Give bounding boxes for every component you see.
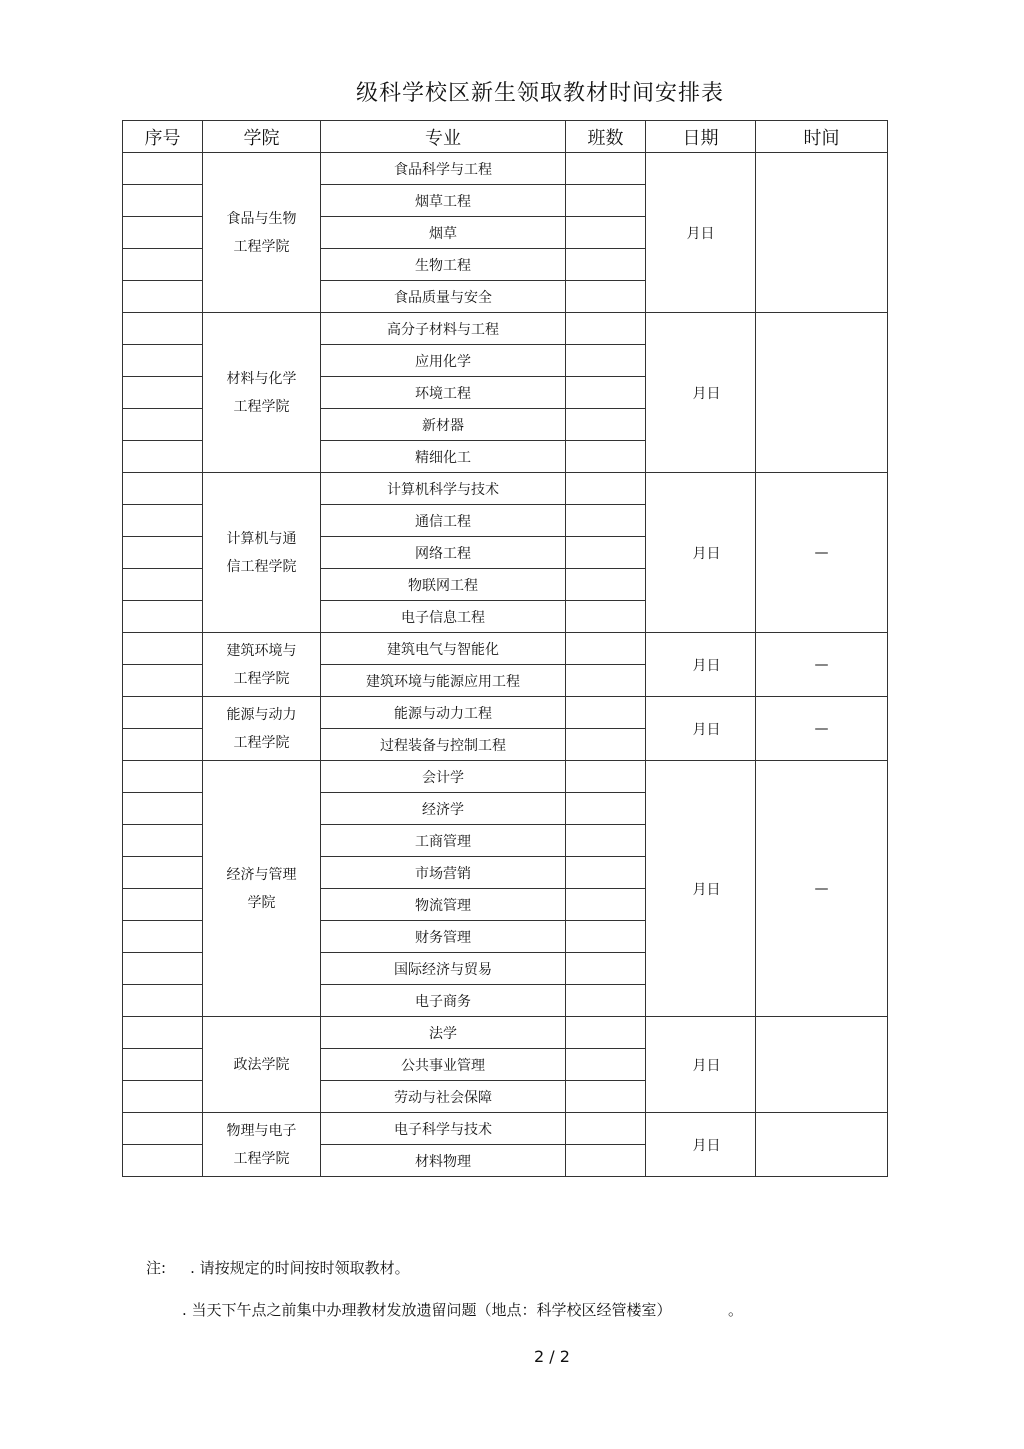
major-cell: 物流管理 (321, 889, 566, 921)
major-cell: 电子科学与技术 (321, 1113, 566, 1145)
major-cell: 精细化工 (321, 441, 566, 473)
index-cell (123, 601, 203, 633)
major-cell: 市场营销 (321, 857, 566, 889)
index-cell (123, 569, 203, 601)
college-name-line: 能源与动力 (226, 706, 297, 723)
note-text-1: . 请按规定的时间按时领取教材。 (190, 1259, 410, 1277)
schedule-table (122, 120, 888, 1177)
index-cell (123, 281, 203, 313)
index-cell (123, 473, 203, 505)
major-cell: 电子信息工程 (321, 601, 566, 633)
document-title: 级科学校区新生领取教材时间安排表 (355, 81, 724, 106)
date-cell: 月日 (646, 313, 756, 473)
index-cell (123, 825, 203, 857)
college-name-line: 食品与生物 (226, 210, 297, 227)
major-cell: 工商管理 (321, 825, 566, 857)
index-cell (123, 217, 203, 249)
header-college: 学院 (203, 121, 321, 153)
college-name-line: 工程学院 (233, 238, 290, 255)
major-cell: 国际经济与贸易 (321, 953, 566, 985)
table-row (123, 1017, 888, 1049)
class-count-cell (566, 729, 646, 761)
time-cell: — (756, 697, 888, 761)
class-count-cell (566, 921, 646, 953)
major-cell: 公共事业管理 (321, 1049, 566, 1081)
header-index: 序号 (123, 121, 203, 153)
college-name-line: 信工程学院 (226, 558, 297, 575)
index-cell (123, 1113, 203, 1145)
major-cell: 能源与动力工程 (321, 697, 566, 729)
time-cell (756, 153, 888, 313)
college-cell (203, 697, 321, 761)
index-cell (123, 889, 203, 921)
class-count-cell (566, 569, 646, 601)
major-cell: 烟草工程 (321, 185, 566, 217)
table-row (123, 313, 888, 345)
table-row (123, 473, 888, 505)
major-cell: 高分子材料与工程 (321, 313, 566, 345)
class-count-cell (566, 473, 646, 505)
time-cell (756, 1017, 888, 1113)
index-cell (123, 953, 203, 985)
time-cell: — (756, 761, 888, 1017)
major-cell: 过程装备与控制工程 (321, 729, 566, 761)
index-cell (123, 665, 203, 697)
date-cell: 月日 (646, 633, 756, 697)
class-count-cell (566, 441, 646, 473)
major-cell: 烟草 (321, 217, 566, 249)
college-name-line: 物理与电子 (226, 1122, 297, 1139)
class-count-cell (566, 953, 646, 985)
class-count-cell (566, 1145, 646, 1177)
time-cell (756, 313, 888, 473)
class-count-cell (566, 889, 646, 921)
index-cell (123, 409, 203, 441)
index-cell (123, 1017, 203, 1049)
table-row (123, 761, 888, 793)
class-count-cell (566, 1081, 646, 1113)
major-cell: 建筑环境与能源应用工程 (321, 665, 566, 697)
index-cell (123, 985, 203, 1017)
date-cell: 月日 (646, 153, 756, 313)
index-cell (123, 793, 203, 825)
college-name-line: 经济与管理 (226, 866, 297, 883)
major-cell: 生物工程 (321, 249, 566, 281)
table-row (123, 153, 888, 185)
class-count-cell (566, 281, 646, 313)
date-cell: 月日 (646, 1113, 756, 1177)
class-count-cell (566, 409, 646, 441)
header-row (123, 121, 888, 153)
class-count-cell (566, 313, 646, 345)
class-count-cell (566, 985, 646, 1017)
index-cell (123, 697, 203, 729)
index-cell (123, 761, 203, 793)
header-time: 时间 (756, 121, 888, 153)
note-text-2: . 当天下午点之前集中办理教材发放遗留问题（地点：科学校区经管楼室） (182, 1301, 665, 1319)
major-cell: 网络工程 (321, 537, 566, 569)
date-cell: 月日 (646, 473, 756, 633)
class-count-cell (566, 793, 646, 825)
date-cell: 月日 (646, 697, 756, 761)
table-body (123, 153, 888, 1177)
index-cell (123, 505, 203, 537)
index-cell (123, 921, 203, 953)
index-cell (123, 377, 203, 409)
header-class-count: 班数 (566, 121, 646, 153)
class-count-cell (566, 633, 646, 665)
index-cell (123, 1145, 203, 1177)
note-label: 注: (146, 1259, 167, 1277)
major-cell: 法学 (321, 1017, 566, 1049)
college-name-line: 建筑环境与 (226, 642, 297, 659)
page-number: 2 / 2 (534, 1347, 570, 1366)
class-count-cell (566, 601, 646, 633)
index-cell (123, 313, 203, 345)
class-count-cell (566, 697, 646, 729)
note-line-1 (146, 1257, 410, 1278)
date-cell: 月日 (646, 761, 756, 1017)
index-cell (123, 153, 203, 185)
class-count-cell (566, 345, 646, 377)
college-cell (203, 1017, 321, 1113)
college-name-line: 工程学院 (233, 398, 290, 415)
table-row (123, 697, 888, 729)
index-cell (123, 441, 203, 473)
header-major: 专业 (321, 121, 566, 153)
major-cell: 新材器 (321, 409, 566, 441)
index-cell (123, 249, 203, 281)
college-name-line: 材料与化学 (226, 370, 297, 387)
major-cell: 材料物理 (321, 1145, 566, 1177)
index-cell (123, 345, 203, 377)
time-cell: — (756, 473, 888, 633)
class-count-cell (566, 761, 646, 793)
class-count-cell (566, 857, 646, 889)
college-name-line: 计算机与通 (226, 530, 297, 547)
class-count-cell (566, 665, 646, 697)
major-cell: 财务管理 (321, 921, 566, 953)
major-cell: 电子商务 (321, 985, 566, 1017)
table-row (123, 633, 888, 665)
class-count-cell (566, 505, 646, 537)
note-line-2 (182, 1299, 743, 1320)
college-cell (203, 633, 321, 697)
time-cell: — (756, 633, 888, 697)
class-count-cell (566, 825, 646, 857)
college-cell (203, 473, 321, 633)
major-cell: 劳动与社会保障 (321, 1081, 566, 1113)
college-cell (203, 313, 321, 473)
class-count-cell (566, 1113, 646, 1145)
index-cell (123, 1049, 203, 1081)
major-cell: 会计学 (321, 761, 566, 793)
class-count-cell (566, 1049, 646, 1081)
index-cell (123, 633, 203, 665)
major-cell: 计算机科学与技术 (321, 473, 566, 505)
major-cell: 通信工程 (321, 505, 566, 537)
class-count-cell (566, 185, 646, 217)
index-cell (123, 185, 203, 217)
major-cell: 经济学 (321, 793, 566, 825)
college-cell (203, 1113, 321, 1177)
time-cell (756, 1113, 888, 1177)
major-cell: 食品科学与工程 (321, 153, 566, 185)
major-cell: 环境工程 (321, 377, 566, 409)
date-cell: 月日 (646, 1017, 756, 1113)
index-cell (123, 729, 203, 761)
class-count-cell (566, 217, 646, 249)
college-cell (203, 761, 321, 1017)
major-cell: 食品质量与安全 (321, 281, 566, 313)
note-end-mark: 。 (728, 1301, 744, 1319)
major-cell: 应用化学 (321, 345, 566, 377)
major-cell: 建筑电气与智能化 (321, 633, 566, 665)
college-name-line: 工程学院 (233, 734, 290, 751)
class-count-cell (566, 1017, 646, 1049)
college-name-line: 政法学院 (233, 1056, 290, 1073)
college-cell (203, 153, 321, 313)
index-cell (123, 537, 203, 569)
class-count-cell (566, 249, 646, 281)
class-count-cell (566, 537, 646, 569)
index-cell (123, 857, 203, 889)
index-cell (123, 1081, 203, 1113)
table-row (123, 1113, 888, 1145)
class-count-cell (566, 377, 646, 409)
class-count-cell (566, 153, 646, 185)
major-cell: 物联网工程 (321, 569, 566, 601)
header-date: 日期 (646, 121, 756, 153)
college-name-line: 工程学院 (233, 1150, 290, 1167)
college-name-line: 学院 (247, 894, 276, 911)
college-name-line: 工程学院 (233, 670, 290, 687)
